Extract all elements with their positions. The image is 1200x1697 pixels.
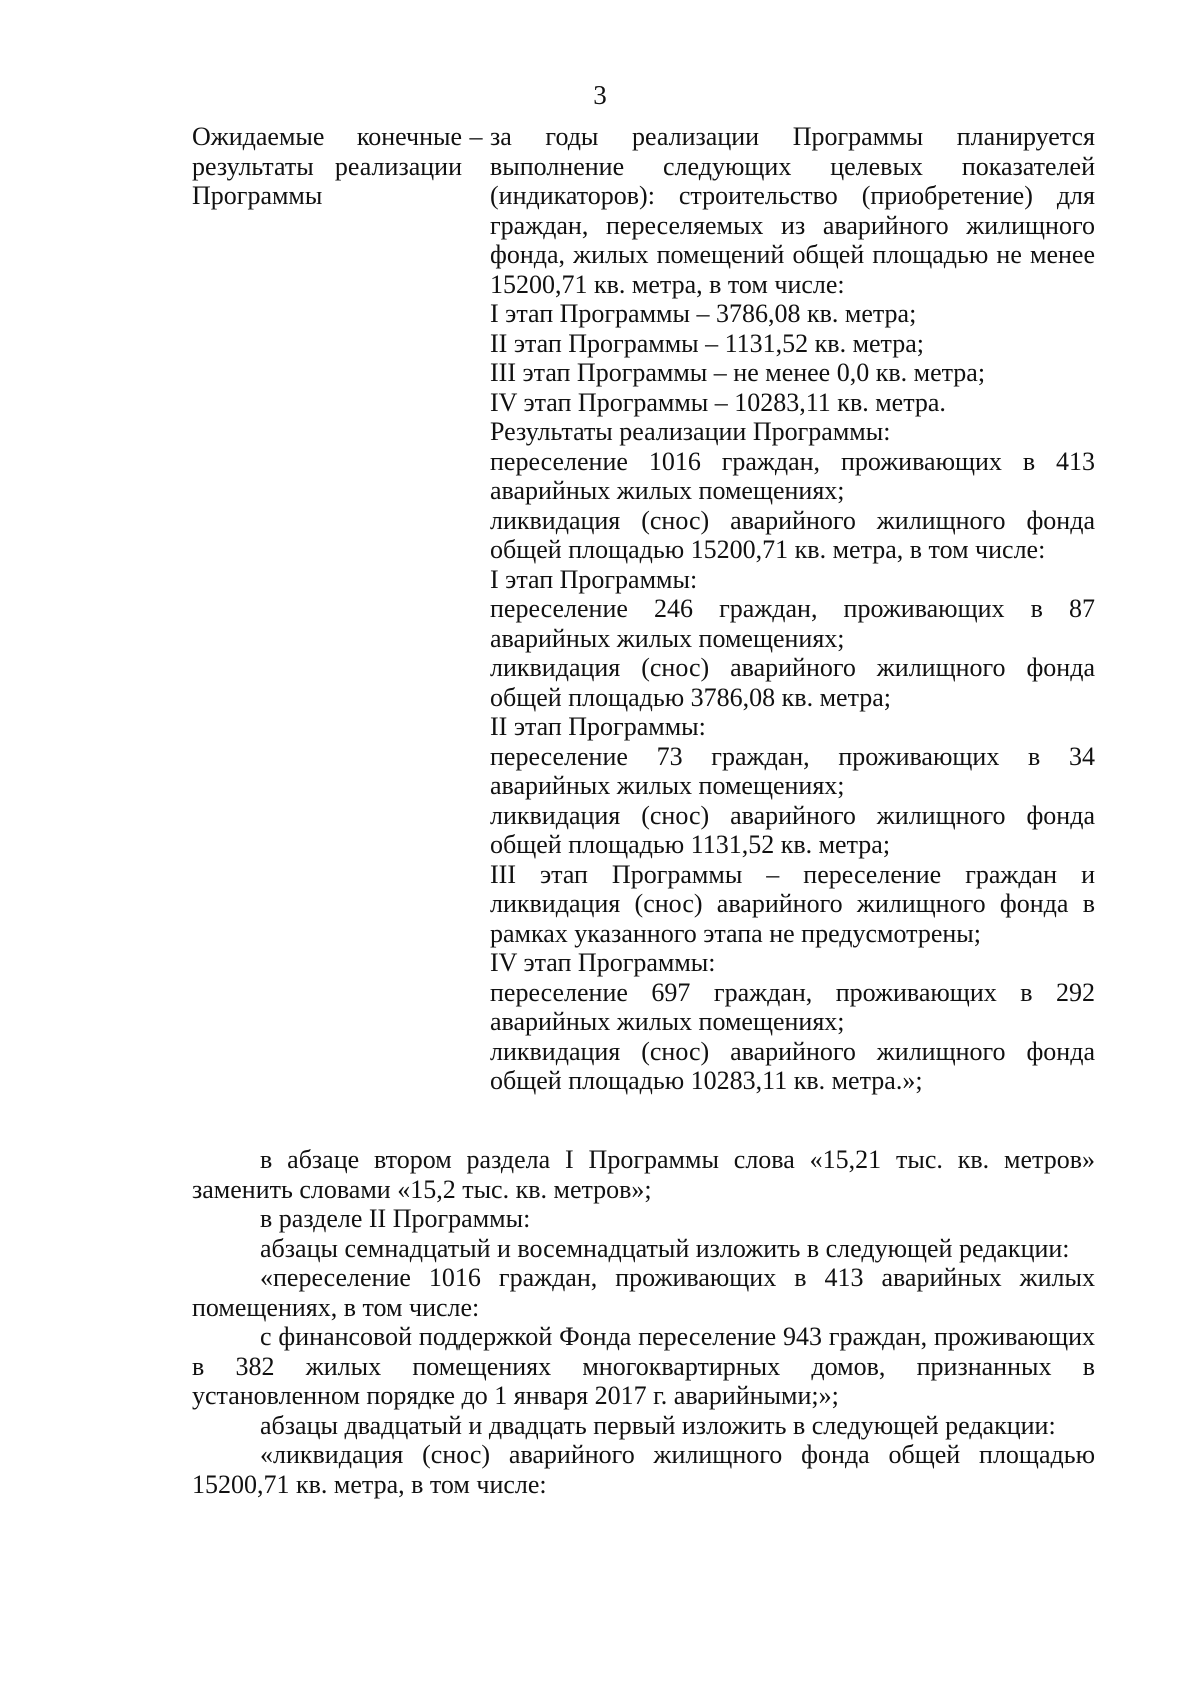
passport-line: ликвидация (снос) аварийного жилищного фонда общей площадью 10283,11 кв. метра.»; xyxy=(490,1036,1095,1095)
passport-line: I этап Программы: xyxy=(490,564,698,594)
passport-line: IV этап Программы: xyxy=(490,948,716,977)
passport-row-label: Ожидаемые конечные результаты реализации Программы xyxy=(192,122,462,210)
passport-line: II этап Программы – 1131,52 кв. метра; xyxy=(490,328,925,358)
paragraph: в абзаце втором раздела I Программы слова «15,21 тыс. кв. метров» заменить словами «15,2 тыс. кв. метров»; xyxy=(192,1145,1095,1204)
passport-line: Результаты реализации Программы: xyxy=(490,417,891,446)
passport-row-content xyxy=(490,122,1095,1096)
paragraph: с финансовой поддержкой Фонда переселение 943 граждан, проживающих в 382 жилых помещениях многоквартирных домов, признанных в установленном порядке до 1 января 2017 г. аварийными;»; xyxy=(192,1322,1095,1410)
passport-line: переселение 697 граждан, проживающих в 292 аварийных жилых помещениях; xyxy=(490,977,1095,1036)
paragraph: «переселение 1016 граждан, проживающих в 413 аварийных жилых помещениях, в том числе: xyxy=(192,1263,1095,1322)
passport-line: III этап Программы – переселение граждан и ликвидация (снос) аварийного жилищного фонда в рамках указанного этапа не предусмотрены; xyxy=(490,859,1095,948)
paragraph: абзацы семнадцатый и восемнадцатый изложить в следующей редакции: xyxy=(260,1233,1070,1263)
passport-line: переселение 1016 граждан, проживающих в 413 аварийных жилых помещениях; xyxy=(490,446,1095,505)
amendment-text xyxy=(192,1145,1095,1499)
paragraph: в разделе II Программы: xyxy=(260,1204,531,1233)
page-number: 3 xyxy=(593,80,607,110)
passport-line: II этап Программы: xyxy=(490,712,706,741)
passport-line: I этап Программы – 3786,08 кв. метра; xyxy=(490,299,917,328)
passport-line: ликвидация (снос) аварийного жилищного фонда общей площадью 3786,08 кв. метра; xyxy=(490,653,1095,712)
paragraph: «ликвидация (снос) аварийного жилищного фонда общей площадью 15200,71 кв. метра, в том числе: xyxy=(192,1440,1095,1499)
passport-line: переселение 73 граждан, проживающих в 34 аварийных жилых помещениях; xyxy=(490,741,1095,800)
program-passport-row xyxy=(192,122,1095,1096)
passport-line: IV этап Программы – 10283,11 кв. метра. xyxy=(490,387,946,417)
paragraph: абзацы двадцатый и двадцать первый изложить в следующей редакции: xyxy=(260,1410,1056,1440)
passport-line: за годы реализации Программы планируется выполнение следующих целевых показателей (индикаторов): строительство (приобретение) для граждан, переселяемых из аварийного жилищного фонда, жилых помещений общей площадью не менее 15200,71 кв. метра, в том числе: xyxy=(490,122,1095,299)
passport-line: ликвидация (снос) аварийного жилищного фонда общей площадью 1131,52 кв. метра; xyxy=(490,800,1095,859)
passport-dash: – xyxy=(469,122,483,151)
passport-line: переселение 246 граждан, проживающих в 87 аварийных жилых помещениях; xyxy=(490,594,1095,653)
passport-line: III этап Программы – не менее 0,0 кв. метра; xyxy=(490,358,986,387)
passport-line: ликвидация (снос) аварийного жилищного фонда общей площадью 15200,71 кв. метра, в том числе: xyxy=(490,505,1095,564)
